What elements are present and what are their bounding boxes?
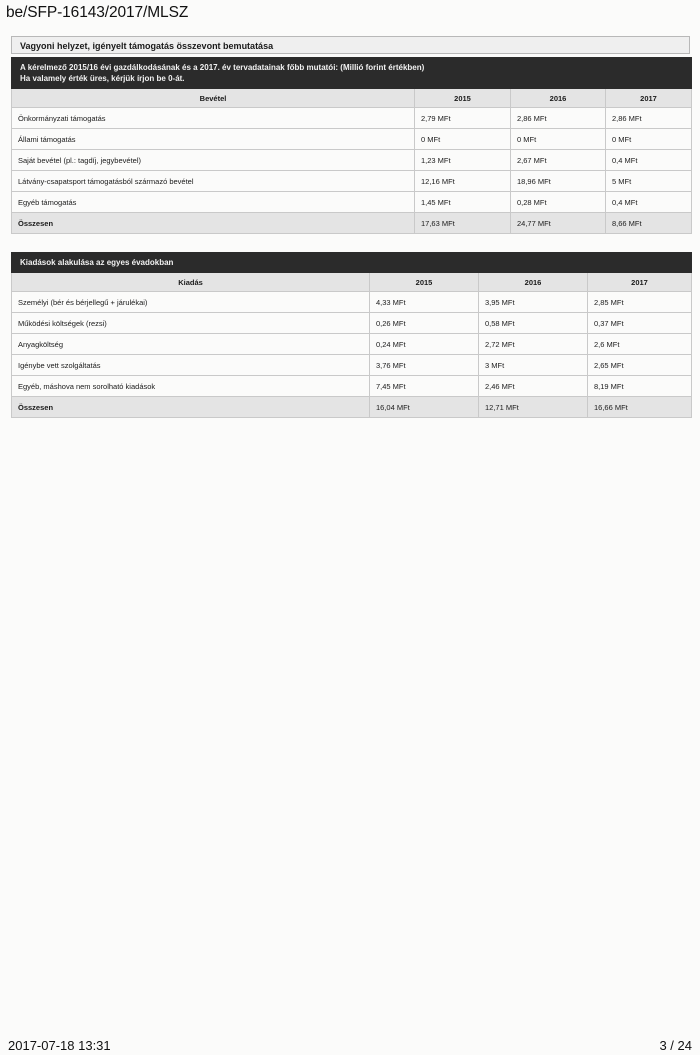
total-value: 16,66 MFt: [588, 397, 692, 418]
row-label: Működési költségek (rezsi): [12, 313, 370, 334]
cell-value: 0,4 MFt: [606, 150, 692, 171]
table-row: [12, 313, 692, 334]
column-header: 2017: [606, 89, 692, 108]
row-label: Állami támogatás: [12, 129, 415, 150]
cell-value: 0,28 MFt: [511, 192, 606, 213]
row-label: Önkormányzati támogatás: [12, 108, 415, 129]
table-row: [12, 150, 692, 171]
cell-value: 2,85 MFt: [588, 292, 692, 313]
total-label: Összesen: [12, 213, 415, 234]
total-row: [12, 213, 692, 234]
income-banner-line1: A kérelmező 2015/16 évi gazdálkodásának és a 2017. év tervadatainak főbb mutatói: (Millió forint értékben): [20, 63, 425, 72]
total-value: 12,71 MFt: [479, 397, 588, 418]
row-label: Igénybe vett szolgáltatás: [12, 355, 370, 376]
cell-value: 18,96 MFt: [511, 171, 606, 192]
row-label: Látvány-csapatsport támogatásból származó bevétel: [12, 171, 415, 192]
cell-value: 3,76 MFt: [370, 355, 479, 376]
column-header: 2015: [370, 273, 479, 292]
table-row: [12, 355, 692, 376]
cell-value: 2,46 MFt: [479, 376, 588, 397]
table-row: [12, 376, 692, 397]
income-header-row: [12, 89, 692, 108]
table-row: [12, 292, 692, 313]
cell-value: 0 MFt: [606, 129, 692, 150]
table-row: [12, 192, 692, 213]
document-id: be/SFP-16143/2017/MLSZ: [6, 4, 189, 21]
cell-value: 2,6 MFt: [588, 334, 692, 355]
column-header: 2015: [415, 89, 511, 108]
total-value: 17,63 MFt: [415, 213, 511, 234]
table-row: [12, 334, 692, 355]
cell-value: 12,16 MFt: [415, 171, 511, 192]
cell-value: 2,72 MFt: [479, 334, 588, 355]
cell-value: 2,86 MFt: [511, 108, 606, 129]
column-header: 2017: [588, 273, 692, 292]
expense-banner-row: [12, 253, 692, 273]
income-banner-row: [12, 58, 692, 89]
section-title: Vagyoni helyzet, igényelt támogatás összevont bemutatása: [11, 36, 690, 54]
cell-value: 1,45 MFt: [415, 192, 511, 213]
income-banner-line2: Ha valamely érték üres, kérjük írjon be 0-át.: [20, 74, 185, 83]
row-label: Saját bevétel (pl.: tagdíj, jegybevétel): [12, 150, 415, 171]
income-banner: [12, 58, 692, 89]
row-label: Egyéb támogatás: [12, 192, 415, 213]
total-label: Összesen: [12, 397, 370, 418]
cell-value: 2,67 MFt: [511, 150, 606, 171]
expense-table: [11, 252, 692, 418]
cell-value: 0,4 MFt: [606, 192, 692, 213]
footer-timestamp: 2017-07-18 13:31: [8, 1038, 111, 1053]
table-row: [12, 171, 692, 192]
total-value: 24,77 MFt: [511, 213, 606, 234]
cell-value: 8,19 MFt: [588, 376, 692, 397]
table-row: [12, 108, 692, 129]
total-value: 8,66 MFt: [606, 213, 692, 234]
cell-value: 0 MFt: [511, 129, 606, 150]
column-header: 2016: [511, 89, 606, 108]
cell-value: 3,95 MFt: [479, 292, 588, 313]
cell-value: 1,23 MFt: [415, 150, 511, 171]
income-table: [11, 57, 692, 234]
cell-value: 0,37 MFt: [588, 313, 692, 334]
cell-value: 0,24 MFt: [370, 334, 479, 355]
row-label: Személyi (bér és bérjellegű + járulékai): [12, 292, 370, 313]
page-number: 3 / 24: [659, 1038, 692, 1053]
total-row: [12, 397, 692, 418]
cell-value: 4,33 MFt: [370, 292, 479, 313]
row-label: Egyéb, máshova nem sorolható kiadások: [12, 376, 370, 397]
column-header: 2016: [479, 273, 588, 292]
cell-value: 0,26 MFt: [370, 313, 479, 334]
cell-value: 7,45 MFt: [370, 376, 479, 397]
cell-value: 2,86 MFt: [606, 108, 692, 129]
column-header: Kiadás: [12, 273, 370, 292]
cell-value: 0 MFt: [415, 129, 511, 150]
cell-value: 2,65 MFt: [588, 355, 692, 376]
total-value: 16,04 MFt: [370, 397, 479, 418]
row-label: Anyagköltség: [12, 334, 370, 355]
column-header: Bevétel: [12, 89, 415, 108]
cell-value: 3 MFt: [479, 355, 588, 376]
cell-value: 2,79 MFt: [415, 108, 511, 129]
cell-value: 5 MFt: [606, 171, 692, 192]
expense-banner: Kiadások alakulása az egyes évadokban: [12, 253, 692, 273]
expense-header-row: [12, 273, 692, 292]
cell-value: 0,58 MFt: [479, 313, 588, 334]
table-row: [12, 129, 692, 150]
